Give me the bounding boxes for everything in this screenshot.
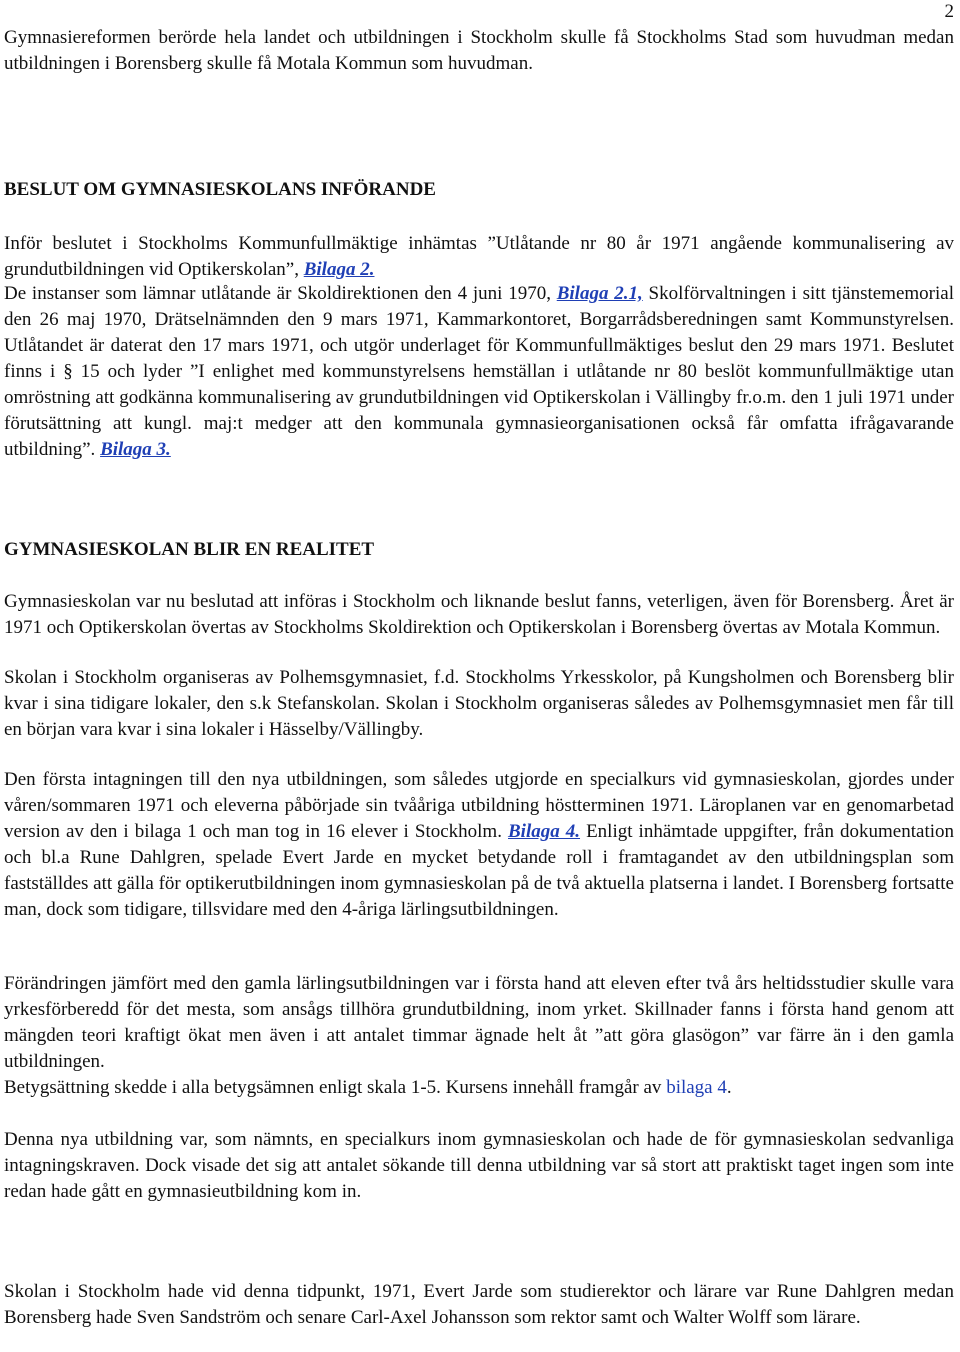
- section-heading-realitet: GYMNASIESKOLAN BLIR EN REALITET: [4, 539, 375, 560]
- paragraph-beslut-1: [4, 231, 954, 283]
- paragraph-realitet-4: Förändringen jämfört med den gamla lärlingsutbildningen var i första hand att eleven efter två års heltidsstudier skulle vara yrkesförberedd för det mesta, som ansågs tillhöra grundutbildning, inom yrket. Skillnader fanns i första hand genom att mängden teori kraftigt ökat men även i att antalet timmar ägnade helt åt ”att göra glasögon” var färre än i den gamla utbildningen.: [4, 973, 954, 1072]
- paragraph-text: Den första intagningen till den nya utbildningen, som således utgjorde en specialkurs vid gymnasieskolan, gjordes under våren/sommaren 1971 och eleverna påbörjade sin tvååriga utbildning höstterminen 1971. Läroplanen var en genomarbetad version av den i bilaga 1 och man tog in 16 elever i Stockholm.: [4, 769, 954, 842]
- paragraph-text: Betygsättning skedde i alla betygsämnen enligt skala 1-5. Kursens innehåll framgår av: [4, 1077, 667, 1098]
- paragraph-realitet-5: [4, 1075, 954, 1101]
- bilaga-4-link[interactable]: Bilaga 4.: [508, 821, 581, 842]
- bilaga-2-1-link[interactable]: Bilaga 2.1,: [556, 283, 643, 304]
- page-number: 2: [944, 1, 954, 22]
- paragraph-realitet-1: Gymnasieskolan var nu beslutad att införas i Stockholm och liknande beslut fanns, veterligen, även för Borensberg. Året är 1971 och Optikerskolan övertas av Stockholms Skoldirektion och Optikerskolan i Borensberg övertas av Motala Kommun.: [4, 591, 954, 638]
- paragraph-beslut-2: [4, 281, 954, 463]
- paragraph-realitet-2: Skolan i Stockholm organiseras av Polhemsgymnasiet, f.d. Stockholms Yrkesskolor, på Kungsholmen och Borensberg blir kvar i sina tidigare lokaler, den s.k Stefanskolan. Skolan i Stockholm organiseras således av Polhemsgymnasiet men får till en början vara kvar i sina lokaler i Hässelby/Vällingby.: [4, 667, 954, 740]
- paragraph-text: Enligt inhämtade uppgifter, från dokumentation och bl.a Rune Dahlgren, spelade Evert Jarde en mycket betydande roll i framtagandet av den utbildningsplan som fastställdes att gälla för optikerutbildningen inom gymnasieskolan på de två aktuella platserna i landet. I Borensberg fortsatte man, dock som tidigare, tillsvidare med den 4-åriga lärlingsutbildningen.: [4, 821, 955, 920]
- paragraph-text: .: [726, 1077, 732, 1098]
- paragraph-realitet-3: [4, 767, 954, 923]
- section-heading-beslut: BESLUT OM GYMNASIESKOLANS INFÖRANDE: [4, 179, 436, 200]
- bilaga-4-link-plain[interactable]: bilaga 4: [666, 1077, 727, 1098]
- paragraph-text: Skolförvaltningen i sitt tjänstememorial den 26 maj 1970, Drätselnämnden den 9 mars 1971, Kammarkontoret, Borgarrådsberedningen samt Kommunstyrelsen. Utlåtandet är daterat den 17 mars 1971, och utgör underlaget för Kommunfullmäktiges beslut den 29 mars 1971. Beslutet finns i § 15 och lyder ”I enlighet med kommunstyrelsens hemställan i utlåtande nr 80 beslöt kommunfullmäktige utan omröstning att godkänna kommunalisering av grundutbildningen vid Optikerskolan i Vällingby fr.o.m. den 1 juli 1971 under förutsättning att kungl. maj:t medger att den kommunala gymnasieorganisationen också får omfatta ifrågavarande utbildning”.: [4, 283, 954, 460]
- bilaga-2-link[interactable]: Bilaga 2.: [303, 259, 375, 280]
- paragraph-realitet-6: Denna nya utbildning var, som nämnts, en specialkurs inom gymnasieskolan och hade de för gymnasieskolan sedvanliga intagningskraven. Dock visade det sig att antalet sökande till denna utbildning var så stort att praktiskt taget ingen som inte redan hade gått en gymnasieutbildning kom in.: [4, 1129, 954, 1202]
- paragraph-realitet-7: Skolan i Stockholm hade vid denna tidpunkt, 1971, Evert Jarde som studierektor och lärare var Rune Dahlgren medan Borensberg hade Sven Sandström och senare Carl-Axel Johansson som rektor samt och Walter Wolff som lärare.: [4, 1281, 954, 1328]
- paragraph-text: Inför beslutet i Stockholms Kommunfullmäktige inhämtas ”Utlåtande nr 80 år 1971 angående kommunalisering av grundutbildningen vid Optikerskolan”,: [4, 233, 954, 280]
- paragraph-text: De instanser som lämnar utlåtande är Skoldirektionen den 4 juni 1970,: [4, 283, 557, 304]
- intro-paragraph: Gymnasiereformen berörde hela landet och utbildningen i Stockholm skulle få Stockholms Stad som huvudman medan utbildningen i Borensberg skulle få Motala Kommun som huvudman.: [4, 27, 954, 74]
- bilaga-3-link[interactable]: Bilaga 3.: [100, 439, 171, 460]
